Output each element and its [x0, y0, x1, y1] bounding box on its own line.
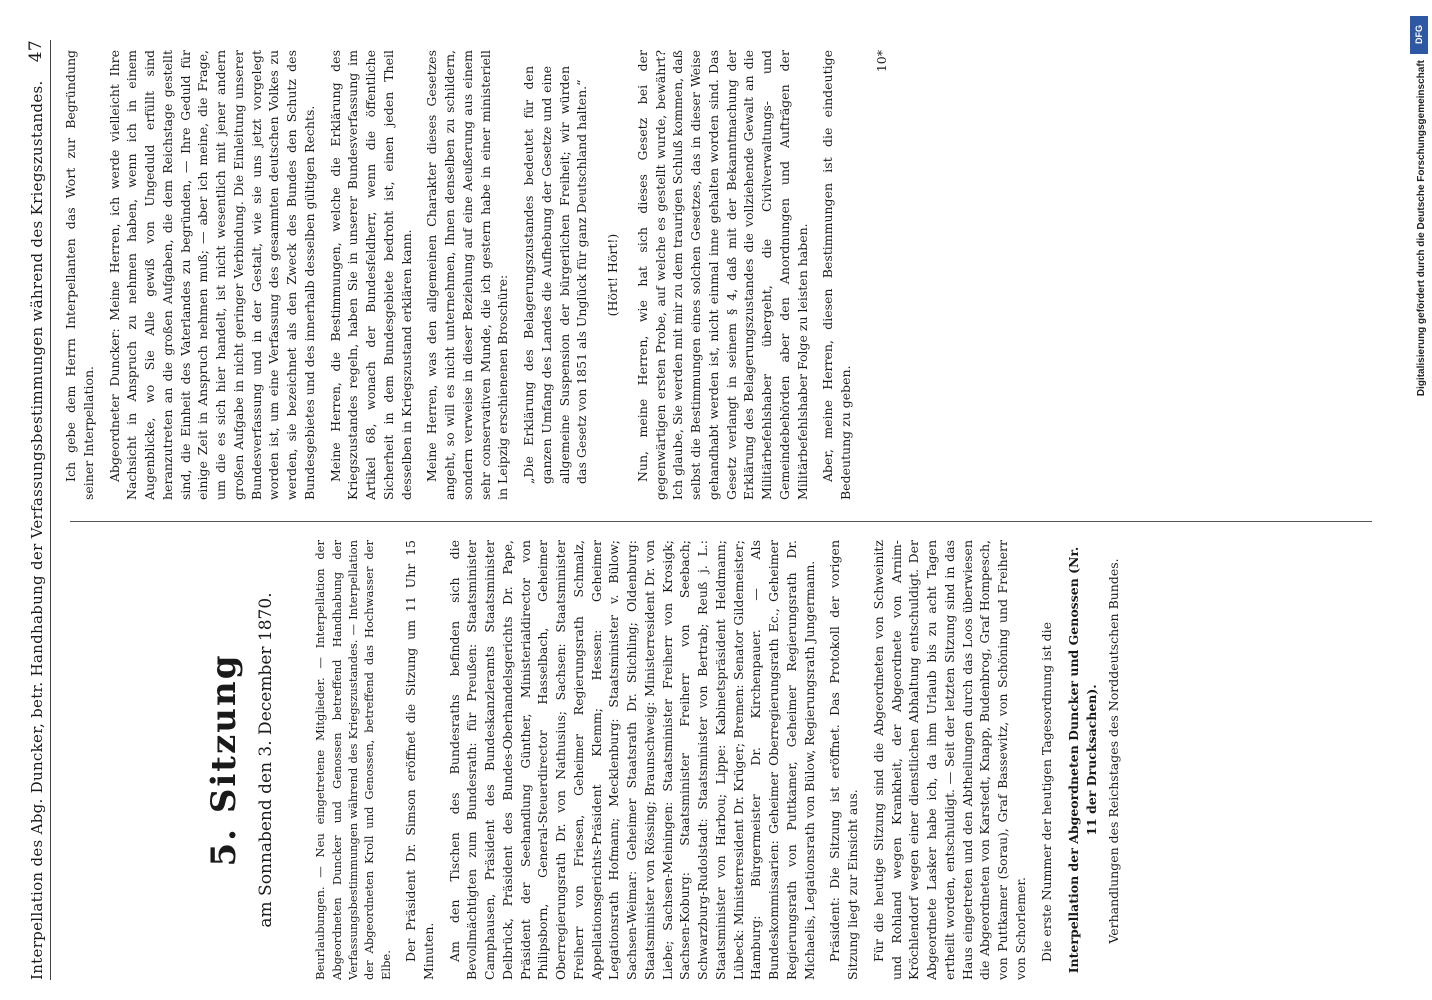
block-quote: „Die Erklärung des Belagerungszustandes bedeutet für den ganzen Umfang des Landes die Aufhebung der Gesetze und eine allgemeine Suspension der bürgerlichen Freiheit; wir würden das Gesetz von 1851 als Unglück für ganz Deutschland halten.“	[521, 66, 590, 484]
applause-note: (Hört! Hört!)	[604, 233, 620, 317]
left-column	[62, 540, 1392, 980]
right-paragraph-6: Aber, meine Herren, diesen Bestimmungen ist die eindeutige Bedeutung zu geben.	[820, 50, 853, 500]
session-title: 5. Sitzung	[204, 653, 244, 867]
left-paragraph-4: Für die heutige Sitzung sind die Abgeordneten von Schweinitz und Rohland wegen Krankheit, der Abgeordnete von Arnim-Kröchlendorf wegen einer dienstlichen Abhaltung entschuldigt. Der Abgeordnete Lasker habe ich, da ihm Urlaub bis zu acht Tagen ertheilt worden, entschuldigt. — Seit der letzten Sitzung sind in das Haus eingetreten und den Abtheilungen durch das Loos überwiesen die Abgeordneten von Karstedt, Knapp, Budenbrog, Graf Hompesch, von Puttkamer (Sorau), Graf Bassewitz, von Schöning und Freiherr von Schorlemer.	[870, 540, 1028, 980]
agenda-heading: Interpellation der Abgeordneten Duncker und Genossen (Nr. 11 der Drucksachen).	[1066, 546, 1100, 974]
right-paragraph-4: Meine Herren, was den allgemeinen Charakter dieses Gesetzes angeht, so will es nicht unternehmen, Ihnen denselben zu schildern, sondern verweise in dieser Beziehung auf eine Aeußerung aus einem sehr conservativen Munde, die ich gestern habe in einer ministeriell in Leipzig erschienenen Broschüre:	[424, 50, 511, 500]
left-footer-line: Verhandlungen des Reichstages des Norddeutschen Bundes.	[1105, 558, 1121, 944]
session-summary: Beurlaubungen. — Neu eingetretene Mitglieder. — Interpellation der Abgeordneten Duncker und Genossen betreffend Handhabung der Verfassungsbestimmungen während des Kriegszustandes. — Interpellation der Abgeordneten Kroll und Genossen, betreffend das Hochwasser der Elbe.	[313, 540, 393, 980]
sheet-signature: 10*	[873, 50, 889, 73]
running-title: Interpellation des Abg. Duncker, betr. Handhabung der Verfassungsbestimmungen während des Kriegszustandes.	[28, 80, 46, 980]
right-paragraph-3: Meine Herren, die Bestimmungen, welche die Erklärung des Kriegszustandes regeln, haben Sie in unserer Bundesverfassung im Artikel 68, wonach der Bundesfeldherr, wenn die öffentliche Sicherheit in dem Bundesgebiete bedroht ist, einen jeden Theil desselben in Kriegszustand erklären kann.	[327, 50, 414, 500]
right-column	[62, 50, 1392, 500]
session-date: am Sonnabend den 3. December 1870.	[256, 592, 277, 928]
left-paragraph-5: Die erste Nummer der heutigen Tagesordnung ist die	[1038, 622, 1054, 962]
dfg-logo: DFG	[1410, 16, 1428, 54]
left-paragraph-1: Der Präsident Dr. Simson eröffnet die Sitzung um 11 Uhr 15 Minuten.	[403, 540, 436, 980]
right-paragraph-1: Ich gebe dem Herrn Interpellanten das Wort zur Begründung seiner Interpellation.	[63, 50, 96, 500]
right-paragraph-5: Nun, meine Herren, wie hat sich dieses Gesetz bei der gegenwärtigen ersten Probe, auf welche es gestellt wurde, bewährt? Ich glaube, Sie werden mit mir zu dem traurigen Schluß kommen, daß selbst die Bestimmungen eines solchen Gesetzes, das in dieser Weise gehandhabt werden ist, nicht einmal inne gehalten worden sind. Das Gesetz verlangt in seinem § 4, daß mit der Bekanntmachung der Erklärung des Belagerungszustandes die vollziehende Gewalt an die Militärbefehlshaber übergeht, die Civilverwaltungs- und Gemeindebehörden aber den Anordnungen und Aufträgen der Militärbefehlshaber Folge zu leisten haben.	[634, 50, 810, 500]
digitization-credit: Digitalisierung gefördert durch die Deutsche Forschungsgemeinschaft	[1416, 60, 1427, 397]
left-paragraph-2: Am den Tischen des Bundesraths befinden sich die Bevollmächtigten zum Bundesrath: für Preußen: Staatsminister Camphausen, Präsident des Bundeskanzleramts Staatsminister Delbrück, Präsident des Bundes-Oberhandelsgerichts Dr. Pape, Präsident der Seehandlung Günther, Ministerialdirector von Philipsborn, General-Steuerdirector Hasselbach, Geheimer Oberregierungsrath Dr. von Nathusius; Sachsen: Staatsminister Freiherr von Friesen, Geheimer Regierungsrath Schmalz, Appellationsgerichts-Präsident Klemm; Hessen: Geheimer Legationsrath Hofmann; Mecklenburg: Staatsminister v. Bülow; Sachsen-Weimar: Geheimer Staatsrath Dr. Stichling; Oldenburg: Staatsminister von Rössing; Braunschweig: Ministerresident Dr. von Liebe; Sachsen-Meiningen: Staatsminister Freiherr von Krosigk; Sachsen-Koburg: Staatsminister Freiherr von Seebach; Schwarzburg-Rudolstadt: Staatsminister von Bertrab; Reuß j. L.: Staatsminister von Harbou; Lippe: Kabinetspräsident Heldmann; Lübeck: Ministerresident Dr. Krüger; Bremen: Senator Gildemeister; Hamburg: Bürgermeister Dr. Kirchenpauer. — Als Bundeskommissarien: Geheimer Oberregierungsrath Ec., Geheimer Regierungsrath von Puttkamer, Geheimer Regierungsrath Dr. Michaelis, Legationsrath von Bülow, Regierungsrath Jungermann.	[446, 540, 817, 980]
running-header	[26, 40, 51, 980]
column-divider	[70, 521, 1372, 522]
left-paragraph-3: Präsident: Die Sitzung ist eröffnet. Das Protokoll der vorigen Sitzung liegt zur Einsicht aus.	[827, 540, 861, 980]
right-paragraph-2: Abgeordneter Duncker: Meine Herren, ich werde vielleicht Ihre Nachsicht in Anspruch zu nehmen haben, wenn ich in einem Augenblicke, wo Sie Alle gewiß von Ungeduld erfüllt sind heranzutreten an die großen Aufgaben, die dem Reichstage gestellt sind, die Einheit des Vaterlandes zu begründen, — Ihre Geduld für einige Zeit in Anspruch nehmen muß; — aber ich meine, die Frage, um die es sich hier handelt, ist nicht wesentlich mit jener andern großen Aufgabe in nicht geringer Verbindung. Die Einleitung unserer Bundesverfassung und in der Gestalt, wie sie uns jetzt vorgelegt worden ist, um eine Verfassung des gesammten deutschen Volkes zu werden, sie bezeichnet als den Zweck des Bundes den Schutz des Bundesgebietes und des innerhalb desselben gültigen Rechts.	[106, 50, 317, 500]
page-number: 47	[26, 40, 46, 63]
digitization-credit-bar	[1408, 8, 1428, 992]
